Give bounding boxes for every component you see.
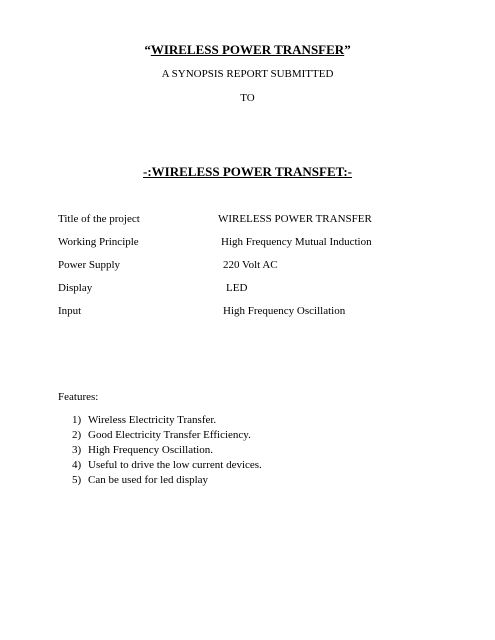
- list-item-number: 2): [72, 429, 82, 441]
- info-value: 220 Volt AC: [223, 259, 278, 271]
- info-label: Working Principle: [58, 236, 139, 248]
- info-label: Input: [58, 305, 82, 317]
- title-close-quote: ”: [344, 42, 351, 57]
- info-value: LED: [226, 282, 248, 294]
- info-label: Title of the project: [58, 213, 140, 225]
- info-row-working-principle: [0, 236, 495, 252]
- info-label: Display: [58, 282, 93, 294]
- list-item-text: Useful to drive the low current devices.: [88, 459, 262, 471]
- info-row-title: [0, 213, 495, 229]
- subtitle-line-2: TO: [240, 92, 255, 104]
- features-heading: Features:: [58, 391, 99, 403]
- info-row-display: [0, 282, 495, 298]
- section-heading: -:WIRELESS POWER TRANSFET:-: [143, 164, 352, 179]
- list-item: [72, 413, 262, 428]
- list-item-text: High Frequency Oscillation.: [88, 444, 213, 456]
- list-item: [72, 458, 262, 473]
- info-value: WIRELESS POWER TRANSFER: [218, 213, 372, 225]
- info-label: Power Supply: [58, 259, 121, 271]
- list-item-number: 4): [72, 459, 82, 471]
- title-open-quote: “: [144, 42, 151, 57]
- list-item: [72, 443, 262, 458]
- info-row-power-supply: [0, 259, 495, 275]
- list-item: [72, 473, 262, 488]
- list-item-number: 1): [72, 414, 82, 426]
- info-value: High Frequency Oscillation: [223, 305, 346, 317]
- list-item-text: Good Electricity Transfer Efficiency.: [88, 429, 251, 441]
- title-text: WIRELESS POWER TRANSFER: [150, 42, 345, 57]
- list-item-text: Can be used for led display: [88, 474, 209, 486]
- document-title: [0, 42, 495, 58]
- info-value: High Frequency Mutual Induction: [221, 236, 372, 248]
- list-item: [72, 428, 262, 443]
- info-row-input: [0, 305, 495, 321]
- features-list: [72, 413, 262, 488]
- subtitle-line-1: A SYNOPSIS REPORT SUBMITTED: [161, 68, 334, 80]
- list-item-text: Wireless Electricity Transfer.: [88, 414, 217, 426]
- list-item-number: 5): [72, 474, 82, 486]
- list-item-number: 3): [72, 444, 82, 456]
